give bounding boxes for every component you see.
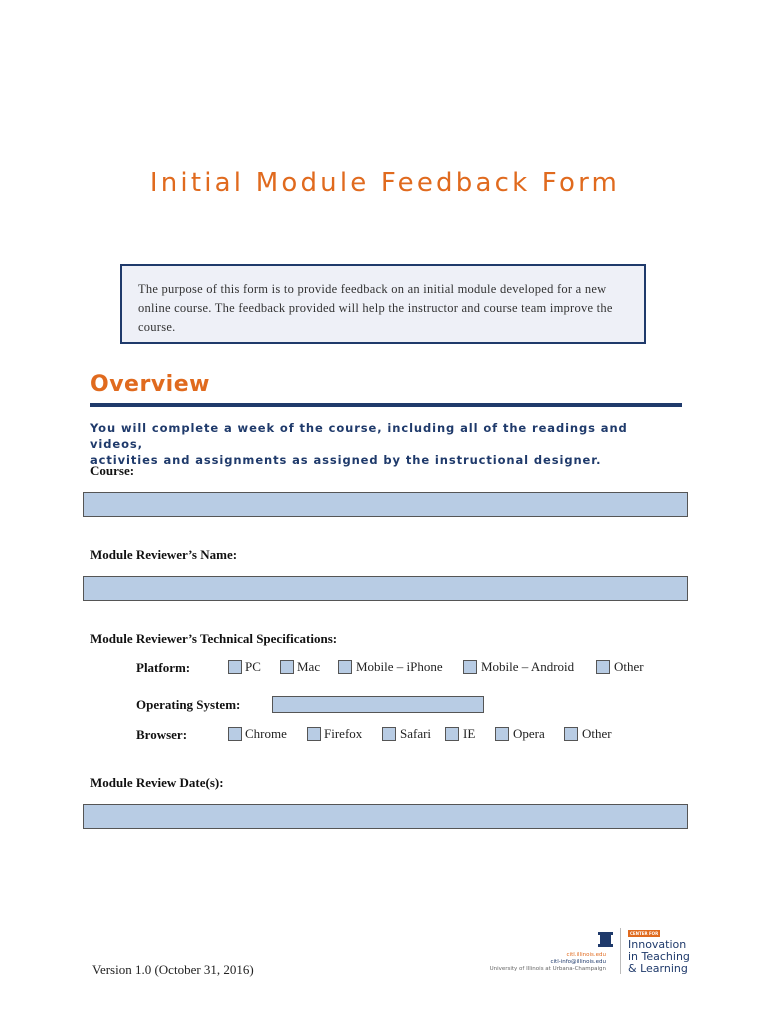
logo-university: University of Illinois at Urbana-Champaign xyxy=(489,966,606,972)
browser-safari-checkbox[interactable] xyxy=(382,727,396,741)
browser-firefox-checkbox[interactable] xyxy=(307,727,321,741)
logo-divider xyxy=(620,928,621,974)
tech-specs-label: Module Reviewer’s Technical Specifications: xyxy=(90,631,338,646)
intro-line: course. xyxy=(138,320,176,334)
browser-chrome-checkbox[interactable] xyxy=(228,727,242,741)
logo-badge: CENTER FOR xyxy=(630,931,659,936)
illinois-i-icon xyxy=(600,932,611,947)
overview-heading: Overview xyxy=(90,372,210,397)
browser-option-label: Chrome xyxy=(245,726,287,741)
browser-option-label: Opera xyxy=(513,726,545,741)
platform-other-checkbox[interactable] xyxy=(596,660,610,674)
logo-email: citl-info@illinois.edu xyxy=(550,959,606,965)
instruction-line: activities and assignments as assigned by the instructional designer. xyxy=(90,453,602,467)
platform-android-checkbox[interactable] xyxy=(463,660,477,674)
review-date-field[interactable] xyxy=(83,804,688,829)
browser-option-label: Firefox xyxy=(324,726,363,741)
platform-pc-checkbox[interactable] xyxy=(228,660,242,674)
platform-option-label: Mobile – iPhone xyxy=(356,659,443,674)
course-field[interactable] xyxy=(83,492,688,517)
os-label: Operating System: xyxy=(136,697,241,712)
browser-label: Browser: xyxy=(136,727,188,742)
platform-option-label: Mac xyxy=(297,659,321,674)
platform-mac-checkbox[interactable] xyxy=(280,660,294,674)
browser-option-label: Safari xyxy=(400,726,432,741)
browser-opera-checkbox[interactable] xyxy=(495,727,509,741)
version-footer: Version 1.0 (October 31, 2016) xyxy=(92,962,254,977)
intro-box xyxy=(120,264,646,344)
logo-site: citl.illinois.edu xyxy=(566,952,606,958)
logo-line: in Teaching xyxy=(628,950,690,963)
platform-option-label: PC xyxy=(245,659,261,674)
browser-option-label: Other xyxy=(582,726,612,741)
browser-ie-checkbox[interactable] xyxy=(445,727,459,741)
reviewer-name-label: Module Reviewer’s Name: xyxy=(90,547,238,562)
course-label: Course: xyxy=(90,463,135,478)
platform-option-label: Mobile – Android xyxy=(481,659,575,674)
os-field[interactable] xyxy=(272,696,484,713)
platform-iphone-checkbox[interactable] xyxy=(338,660,352,674)
form-title: Initial Module Feedback Form xyxy=(149,168,621,198)
intro-line: online course. The feedback provided will help the instructor and course team improve the xyxy=(138,301,613,315)
browser-option-label: IE xyxy=(463,726,476,741)
platform-option-label: Other xyxy=(614,659,644,674)
heading-rule xyxy=(90,403,682,407)
overview-instructions xyxy=(90,420,650,468)
instruction-line: You will complete a week of the course, including all of the readings and videos, xyxy=(90,421,628,451)
intro-line: The purpose of this form is to provide feedback on an initial module developed for a new xyxy=(138,282,607,296)
citl-logo xyxy=(489,928,692,978)
platform-label: Platform: xyxy=(136,660,191,675)
browser-other-checkbox[interactable] xyxy=(564,727,578,741)
reviewer-name-field[interactable] xyxy=(83,576,688,601)
logo-line: Innovation xyxy=(628,938,687,951)
review-date-label: Module Review Date(s): xyxy=(90,775,224,790)
logo-line: & Learning xyxy=(628,962,688,975)
